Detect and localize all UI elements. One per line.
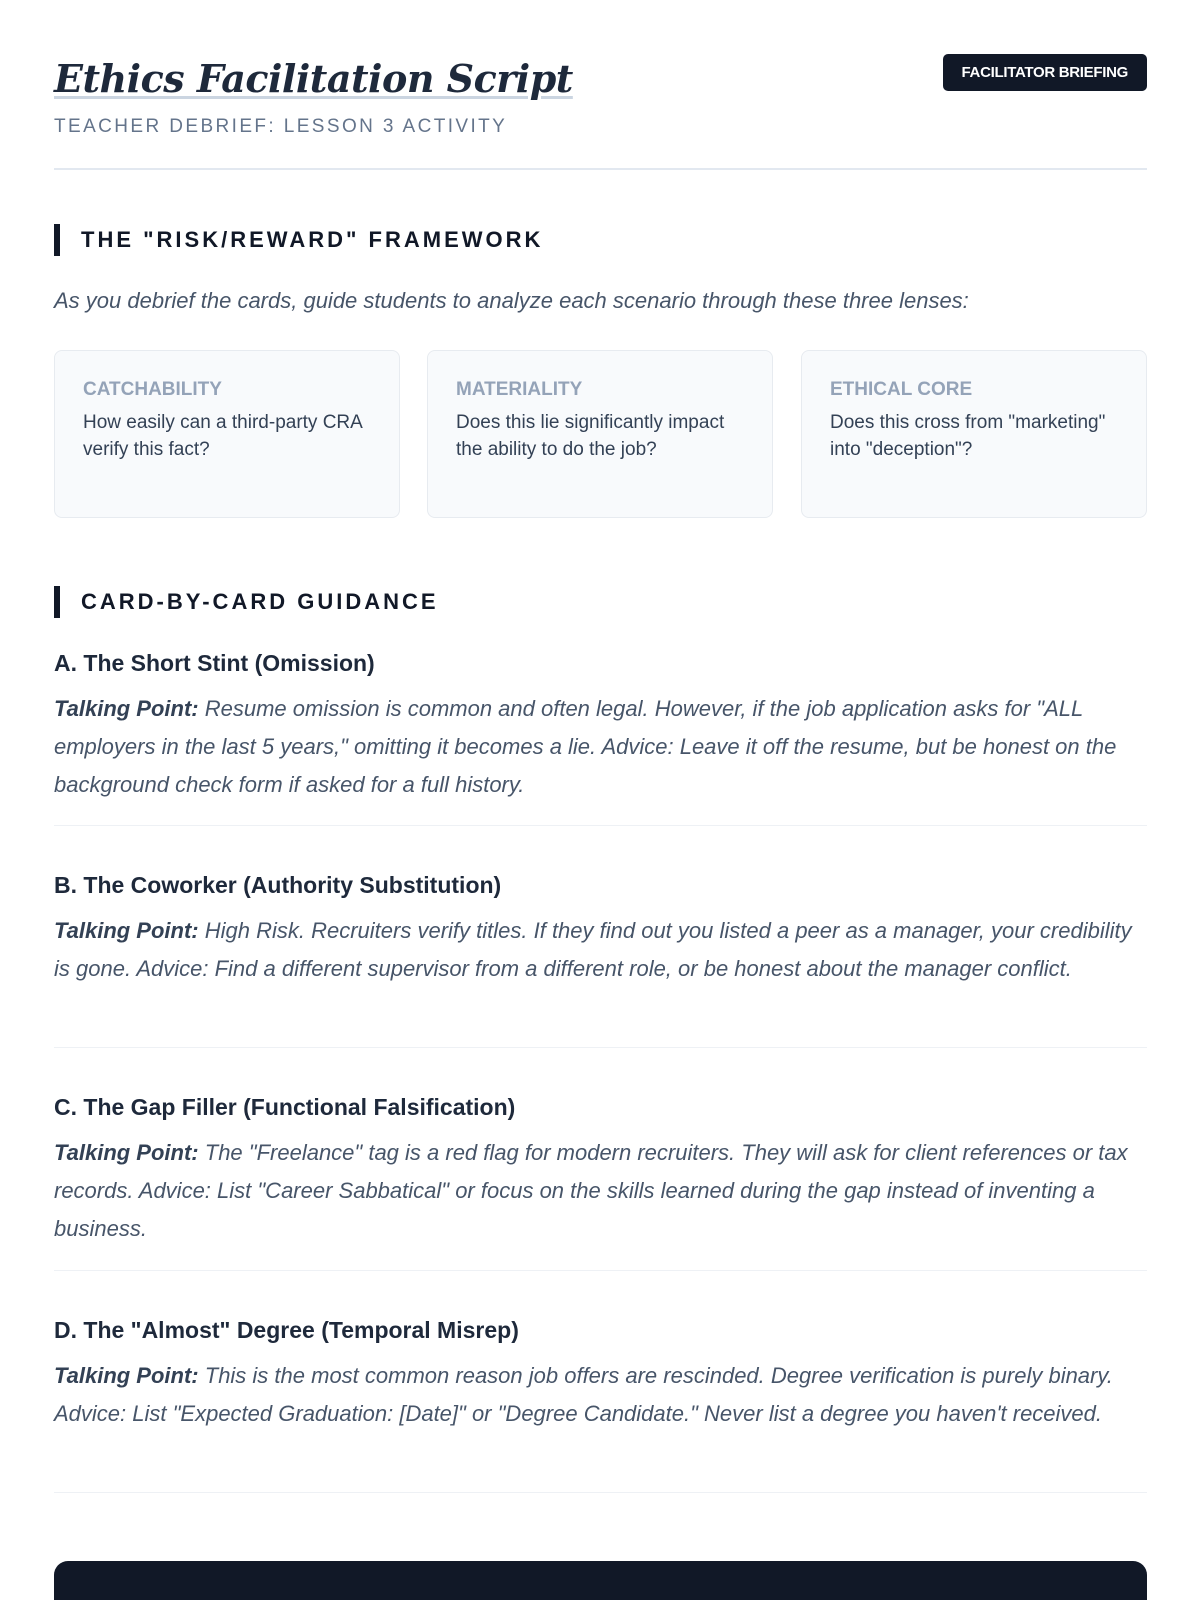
framework-intro: As you debrief the cards, guide students to analyze each scenario through these three lenses: [54, 288, 969, 313]
framework-heading: THE "RISK/REWARD" FRAMEWORK [54, 224, 543, 256]
facilitator-badge: FACILITATOR BRIEFING [943, 54, 1148, 91]
lens-title: ETHICAL CORE [830, 379, 973, 400]
card-talking-point [54, 1357, 1147, 1433]
card-talking-point [54, 1134, 1147, 1248]
document-title: Ethics Facilitation Script [54, 56, 573, 101]
guidance-card-a [54, 648, 1147, 826]
lens-card-materiality [427, 350, 773, 518]
guidance-card-b [54, 870, 1147, 1048]
talking-point-text: Resume omission is common and often legal. However, if the job application asks for "ALL employers in the last 5 years," omitting it becomes a lie. Advice: Leave it off the resume, but be honest on the background check form if asked for a full history. [54, 696, 1117, 797]
document-header [54, 0, 1147, 170]
talking-point-label: Talking Point: [54, 696, 199, 721]
card-title: D. The "Almost" Degree (Temporal Misrep) [54, 1317, 519, 1343]
guidance-heading: CARD-BY-CARD GUIDANCE [54, 586, 439, 618]
document-subtitle: TEACHER DEBRIEF: LESSON 3 ACTIVITY [54, 116, 508, 137]
talking-point-label: Talking Point: [54, 1363, 199, 1388]
card-talking-point [54, 912, 1147, 988]
document-page [54, 0, 1147, 1426]
card-talking-point [54, 690, 1147, 804]
lens-title: CATCHABILITY [83, 379, 222, 400]
lens-card-catchability [54, 350, 400, 518]
talking-point-text: High Risk. Recruiters verify titles. If they find out you listed a peer as a manager, your credibility is gone. Advice: Find a different supervisor from a different role, or be honest about the manager conflict. [54, 918, 1132, 981]
guidance-card-c [54, 1092, 1147, 1271]
talking-point-label: Talking Point: [54, 1140, 199, 1165]
card-title: A. The Short Stint (Omission) [54, 650, 375, 676]
talking-point-text: This is the most common reason job offers are rescinded. Degree verification is purely binary. Advice: List "Expected Graduation: [Date]" or "Degree Candidate." Never list a degree you haven't received. [54, 1363, 1113, 1426]
lens-card-ethical-core [801, 350, 1147, 518]
footer-panel [54, 1561, 1147, 1600]
card-title: B. The Coworker (Authority Substitution) [54, 872, 502, 898]
lens-title: MATERIALITY [456, 379, 583, 400]
talking-point-text: The "Freelance" tag is a red flag for modern recruiters. They will ask for client references or tax records. Advice: List "Career Sabbatical" or focus on the skills learned during the gap instead of inventing a business. [54, 1140, 1128, 1241]
card-title: C. The Gap Filler (Functional Falsification) [54, 1094, 516, 1120]
lens-grid [54, 350, 1147, 518]
lens-description: How easily can a third-party CRA verify this fact? [83, 412, 362, 460]
lens-description: Does this cross from "marketing" into "deception"? [830, 412, 1106, 460]
talking-point-label: Talking Point: [54, 918, 199, 943]
guidance-card-d [54, 1315, 1147, 1493]
lens-description: Does this lie significantly impact the ability to do the job? [456, 412, 725, 460]
